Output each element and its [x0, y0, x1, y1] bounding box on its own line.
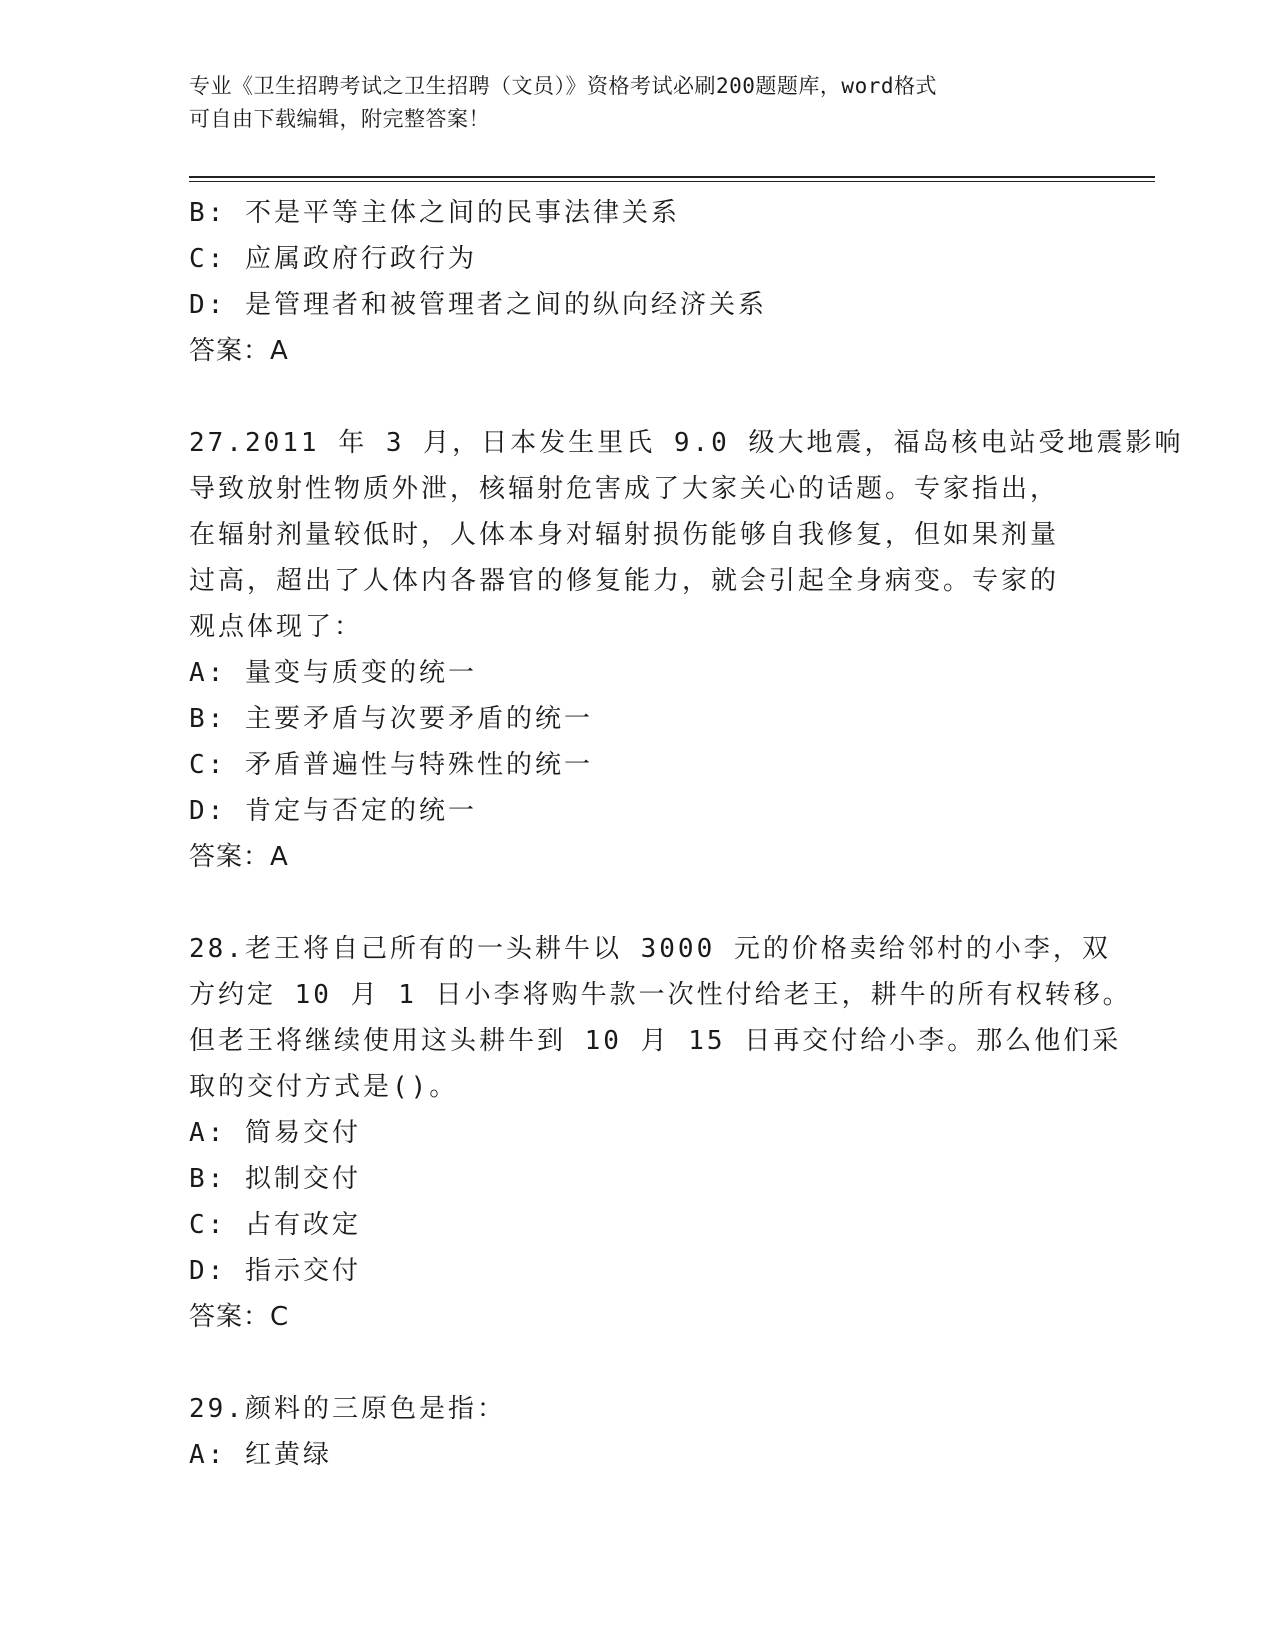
answer-line: 答案：C: [189, 1302, 290, 1332]
spacer: [189, 374, 1089, 420]
header-line-1: 专业《卫生招聘考试之卫生招聘（文员）》资格考试必刷200题题库，word格式: [189, 74, 937, 98]
question-text-line: 取的交付方式是()。: [189, 1072, 459, 1102]
spacer: [189, 880, 1089, 926]
header-line-2: 可自由下载编辑，附完整答案！: [189, 107, 490, 131]
answer-line: 答案：A: [189, 336, 289, 366]
option-a: A: 量变与质变的统一: [189, 658, 477, 688]
answer-line: 答案：A: [189, 842, 289, 872]
document-header: [189, 70, 1089, 136]
question-text-line: 观点体现了：: [189, 612, 364, 642]
option-a: A: 简易交付: [189, 1118, 361, 1148]
option-c: C: 矛盾普遍性与特殊性的统一: [189, 750, 593, 780]
question-text-line: 28.老王将自己所有的一头耕牛以 3000 元的价格卖给邻村的小李，双: [189, 934, 1111, 964]
question-28: [189, 926, 1132, 1340]
question-text-line: 在辐射剂量较低时，人体本身对辐射损伤能够自我修复，但如果剂量: [189, 520, 1060, 550]
question-text-line: 29.颜料的三原色是指：: [189, 1394, 506, 1424]
option-d: D: 是管理者和被管理者之间的纵向经济关系: [189, 290, 767, 320]
header-divider-thick: [189, 176, 1155, 178]
option-c: C: 占有改定: [189, 1210, 361, 1240]
question-text-line: 27.2011 年 3 月，日本发生里氏 9.0 级大地震，福岛核电站受地震影响: [189, 428, 1184, 458]
option-d: D: 指示交付: [189, 1256, 361, 1286]
option-b: B: 主要矛盾与次要矛盾的统一: [189, 704, 593, 734]
option-a: A: 红黄绿: [189, 1440, 332, 1470]
option-b: B: 不是平等主体之间的民事法律关系: [189, 198, 680, 228]
option-d: D: 肯定与否定的统一: [189, 796, 477, 826]
question-text-line: 方约定 10 月 1 日小李将购牛款一次性付给老王，耕牛的所有权转移。: [189, 980, 1132, 1010]
document-body: [189, 190, 1184, 1478]
question-29: [189, 1386, 1089, 1478]
option-b: B: 拟制交付: [189, 1164, 361, 1194]
question-27: [189, 420, 1184, 880]
question-26-continued: [189, 190, 1089, 374]
question-text-line: 导致放射性物质外泄，核辐射危害成了大家关心的话题。专家指出，: [189, 474, 1060, 504]
question-text-line: 过高，超出了人体内各器官的修复能力，就会引起全身病变。专家的: [189, 566, 1060, 596]
spacer: [189, 1340, 1089, 1386]
header-divider-thin: [189, 181, 1155, 182]
option-c: C: 应属政府行政行为: [189, 244, 477, 274]
question-text-line: 但老王将继续使用这头耕牛到 10 月 15 日再交付给小李。那么他们采: [189, 1026, 1122, 1056]
